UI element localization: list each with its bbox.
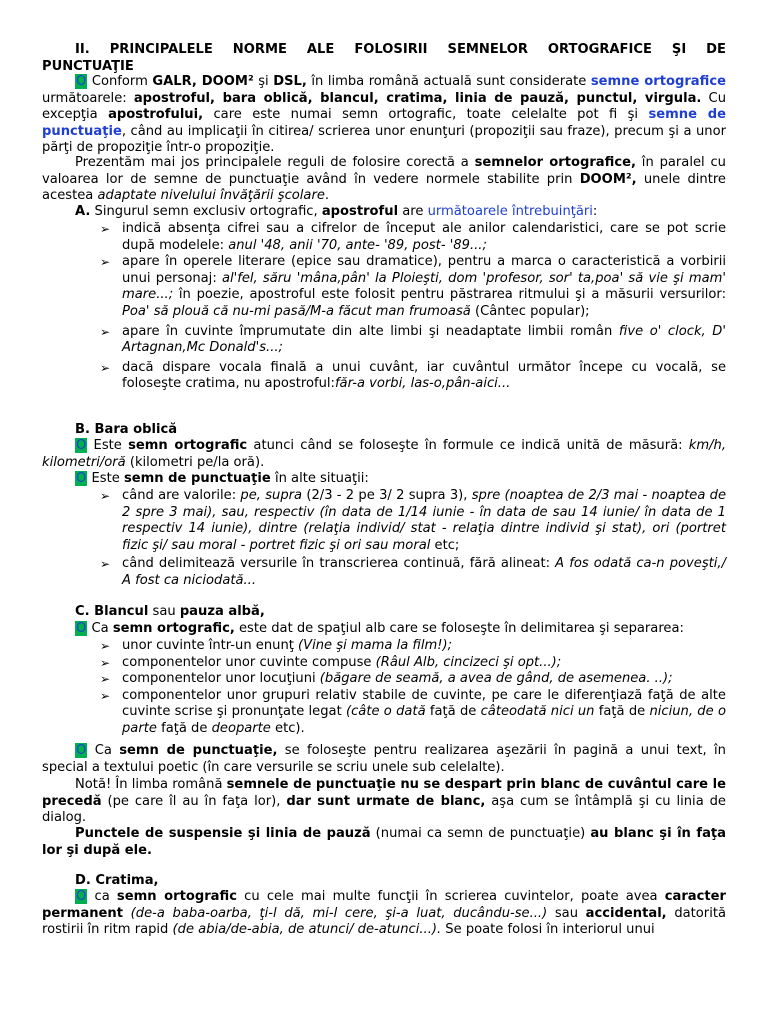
section-c-paragraph-2: O Ca semn de punctuaţie, se foloseşte pentru realizarea aşezării în pagină a unui text, în special a textului poetic (în care versurile se scriu unele sub celelalte). — [42, 743, 726, 775]
heading-line-2: PUNCTUAŢIE — [42, 58, 134, 74]
marker: O — [76, 889, 87, 904]
arrow-bullet-icon: ➢ — [100, 489, 111, 503]
arrow-bullet-icon: ➢ — [100, 222, 111, 236]
section-d-paragraph: O ca semn ortografic cu cele mai multe funcţii în scrierea cuvintelor, poate avea caracter permanent (de-a baba-oarba, ţi-l dă, mi-l cere, şi-a luat, ducându-se...) sau accidental, datorită rostirii în ritm rapid (de abia/de-abia, de atunci/ de-atunci...). Se poate folosi în interiorul unui — [42, 889, 726, 938]
section-c-paragraph-3: Punctele de suspensie şi linia de pauză (numai ca semn de punctuaţie) au blanc şi în faţa lor şi după ele. — [42, 826, 727, 858]
intro-paragraph-2: Prezentăm mai jos principalele reguli de folosire corectă a semnelor ortografice, în paralel cu valoarea lor de semne de punctuaţie având în vedere normele stabilite prin DOOM², unele dintre acestea adaptate nivelului învăţării şcolare. — [42, 155, 726, 204]
term-semne-ortografice: semne ortografice — [590, 74, 726, 89]
section-c-note: Notă! În limba română semnele de punctuaţie nu se despart prin blanc de cuvântul care le precedă (pe care îl au în faţa lor), dar sunt urmate de blanc, aşa cum se întâmplă şi cu linia de dialog. — [42, 777, 726, 826]
marker: O — [76, 621, 87, 636]
section-b-paragraph-2: O Este semn de punctuaţie în alte situaţii: — [76, 471, 369, 486]
section-a-lead: A. Singurul semn exclusiv ortografic, apostroful are următoarele întrebuinţări: — [75, 204, 598, 219]
arrow-bullet-icon: ➢ — [100, 557, 111, 572]
section-heading — [42, 42, 726, 75]
list-item: ➢ componentelor unor cuvinte compuse (Râul Alb, cincizeci şi opt...); — [100, 654, 562, 670]
list-item: ➢ unor cuvinte într-un enunţ (Vine şi mama la film!); — [100, 638, 453, 653]
term-semne-de-punctuatie: semne de punctuaţie — [42, 107, 726, 139]
arrow-bullet-icon: ➢ — [100, 255, 111, 270]
list-item: ➢ dacă dispare vocala finală a unui cuvânt, iar cuvântul următor începe cu vocală, se foloseşte cratima, nu apostroful:făr-a vorbi, las-o,pân-aici... — [100, 359, 726, 392]
section-c-list — [42, 638, 726, 738]
section-b-title: B. Bara oblică — [75, 422, 178, 437]
arrow-bullet-icon: ➢ — [100, 655, 111, 670]
intro-paragraph: O Conform GALR, DOOM² şi DSL, în limba română actuală sunt considerate semne ortografice următoarele: apostroful, bara oblică, blancul, cratima, linia de pauză, punctul, virgula. Cu excepţia apostrofului, care este numai semn ortografic, toate celelalte pot fi şi semne de punctuaţie, când au implicaţii în citirea/ scrierea unor enunţuri (propoziţii sau fraze), precum şi a unor părţi de propoziţie într-o propoziţie. — [42, 74, 726, 156]
arrow-bullet-icon: ➢ — [100, 688, 111, 703]
arrow-bullet-icon: ➢ — [100, 672, 111, 687]
list-item: ➢ apare în operele literare (epice sau dramatice), pentru a marca o caracteristică a vorbirii unui personaj: al'fel, săru 'mâna,pân' la Ploieşti, dom 'profesor, sor' ta,poa' să vie şi mam' mare...; în poezie, apostroful este folosit pentru păstrarea ritmului şi a măsurii versurilor: Poa' să plouă că nu-mi pasă/M-a făcut man frumoasă (Cântec popular); — [100, 254, 726, 319]
arrow-bullet-icon: ➢ — [100, 360, 111, 375]
list-item: ➢ când are valorile: pe, supra (2/3 - 2 pe 3/ 2 supra 3), spre (noaptea de 2/3 mai - noaptea de 2 spre 3 mai), sau, respectiv (în data de 1/14 iunie - în data de sau 14 iunie/ în data de 1 respectiv 14 iunie), dintre (relaţia individ/ stat - relaţia dintre individ şi stat), ori (portret fizic şi/ sau moral - portret fizic şi ori sau moral etc; — [100, 488, 727, 553]
section-c-title: C. Blancul sau pauza albă, — [75, 604, 265, 619]
arrow-bullet-icon: ➢ — [100, 639, 111, 653]
marker: O — [76, 438, 87, 453]
list-item: ➢ componentelor unor locuţiuni (băgare de seamă, a avea de gând, de asemenea. ..); — [100, 671, 673, 687]
list-item: ➢ indică absenţa cifrei sau a cifrelor de început ale anilor calendaristici, care se pot scrie după modelele: anul '48, anii '70, ante- '89, post- '89...; — [100, 221, 726, 253]
marker: O — [76, 74, 87, 89]
marker: O — [76, 743, 87, 758]
section-b-paragraph-1: O Este semn ortografic atunci când se foloseşte în formule ce indică unită de măsură: km/h, kilometri/oră (kilometri pe/la oră). — [42, 438, 726, 470]
list-item: ➢ apare în cuvinte împrumutate din alte limbi şi neadaptate limbii român five o' clock, D' Artagnan,Mc Donald's...; — [100, 323, 726, 356]
heading-line-1: II. PRINCIPALELE NORME ALE FOLOSIRII SEMNELOR ORTOGRAFICE ŞI DE — [75, 42, 726, 57]
list-item: ➢ când delimitează versurile în transcrierea continuă, fără alineat: A fos odată ca-n poveşti,/ A fost ca niciodată... — [100, 556, 726, 588]
section-c-paragraph-1: O Ca semn ortografic, este dat de spaţiul alb care se foloseşte în delimitarea şi separarea: — [76, 621, 684, 636]
link-intrebuintari: următoarele întrebuinţări — [427, 204, 593, 219]
section-b-list — [42, 488, 726, 590]
section-a-list — [42, 221, 726, 393]
arrow-bullet-icon: ➢ — [100, 324, 111, 339]
list-item: ➢ componentelor unor grupuri relativ stabile de cuvinte, pe care le diferenţiază faţă de alte cuvinte scrise şi pronunţate legat (câte o dată faţă de câteodată nici un faţă de niciun, de o parte faţă de deoparte etc). — [100, 687, 726, 736]
marker: O — [76, 471, 87, 486]
section-d-title: D. Cratima, — [75, 873, 159, 888]
